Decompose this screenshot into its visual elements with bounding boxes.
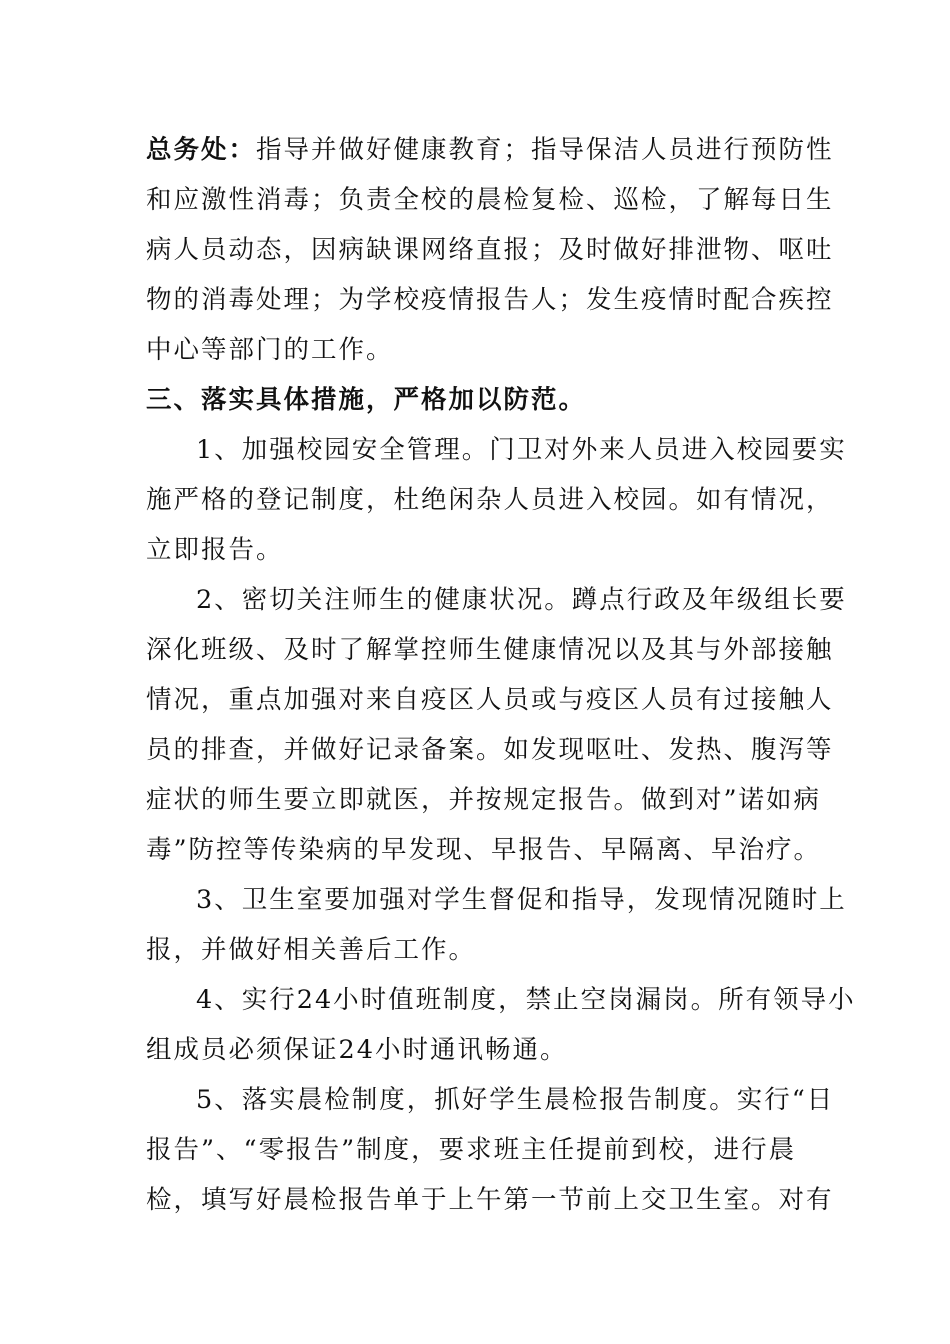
paragraph-line: 毒”防控等传染病的早发现、早报告、早隔离、早治疗。 [146,835,822,865]
paragraph-line [146,125,834,175]
paragraph-line: 3、卫生室要加强对学生督促和指导，发现情况随时上 [196,885,847,915]
paragraph-line: 5、落实晨检制度，抓好学生晨检报告制度。实行“日 [196,1085,835,1115]
paragraph-line: 立即报告。 [146,535,284,565]
paragraph-line: 1、加强校园安全管理。门卫对外来人员进入校园要实 [196,435,847,465]
paragraph-line: 报告”、“零报告”制度，要求班主任提前到校，进行晨 [146,1135,797,1165]
paragraph-line: 物的消毒处理；为学校疫情报告人；发生疫情时配合疾控 [146,285,834,315]
paragraph-line: 组成员必须保证24小时通讯畅通。 [146,1035,568,1065]
paragraph-line: 检，填写好晨检报告单于上午第一节前上交卫生室。对有 [146,1185,834,1215]
paragraph-line: 4、实行24小时值班制度，禁止空岗漏岗。所有领导小 [196,985,856,1015]
paragraph-line: 员的排查，并做好记录备案。如发现呕吐、发热、腹泻等 [146,735,834,765]
paragraph-line: 和应激性消毒；负责全校的晨检复检、巡检，了解每日生 [146,185,834,215]
paragraph-line: 情况，重点加强对来自疫区人员或与疫区人员有过接触人 [146,685,834,715]
section-lead-label: 总务处： [146,135,257,165]
paragraph-line: 病人员动态，因病缺课网络直报；及时做好排泄物、呕吐 [146,235,834,265]
line-text: 指导并做好健康教育；指导保洁人员进行预防性 [256,135,834,165]
paragraph-line: 症状的师生要立即就医，并按规定报告。做到对”诺如病 [146,785,822,815]
paragraph-line: 报，并做好相关善后工作。 [146,935,477,965]
paragraph-line: 深化班级、及时了解掌控师生健康情况以及其与外部接触 [146,635,834,665]
paragraph-line: 中心等部门的工作。 [146,335,394,365]
section-heading: 三、落实具体措施，严格加以防范。 [146,385,587,415]
paragraph-line: 2、密切关注师生的健康状况。蹲点行政及年级组长要 [196,585,847,615]
paragraph-line: 施严格的登记制度，杜绝闲杂人员进入校园。如有情况， [146,485,834,515]
